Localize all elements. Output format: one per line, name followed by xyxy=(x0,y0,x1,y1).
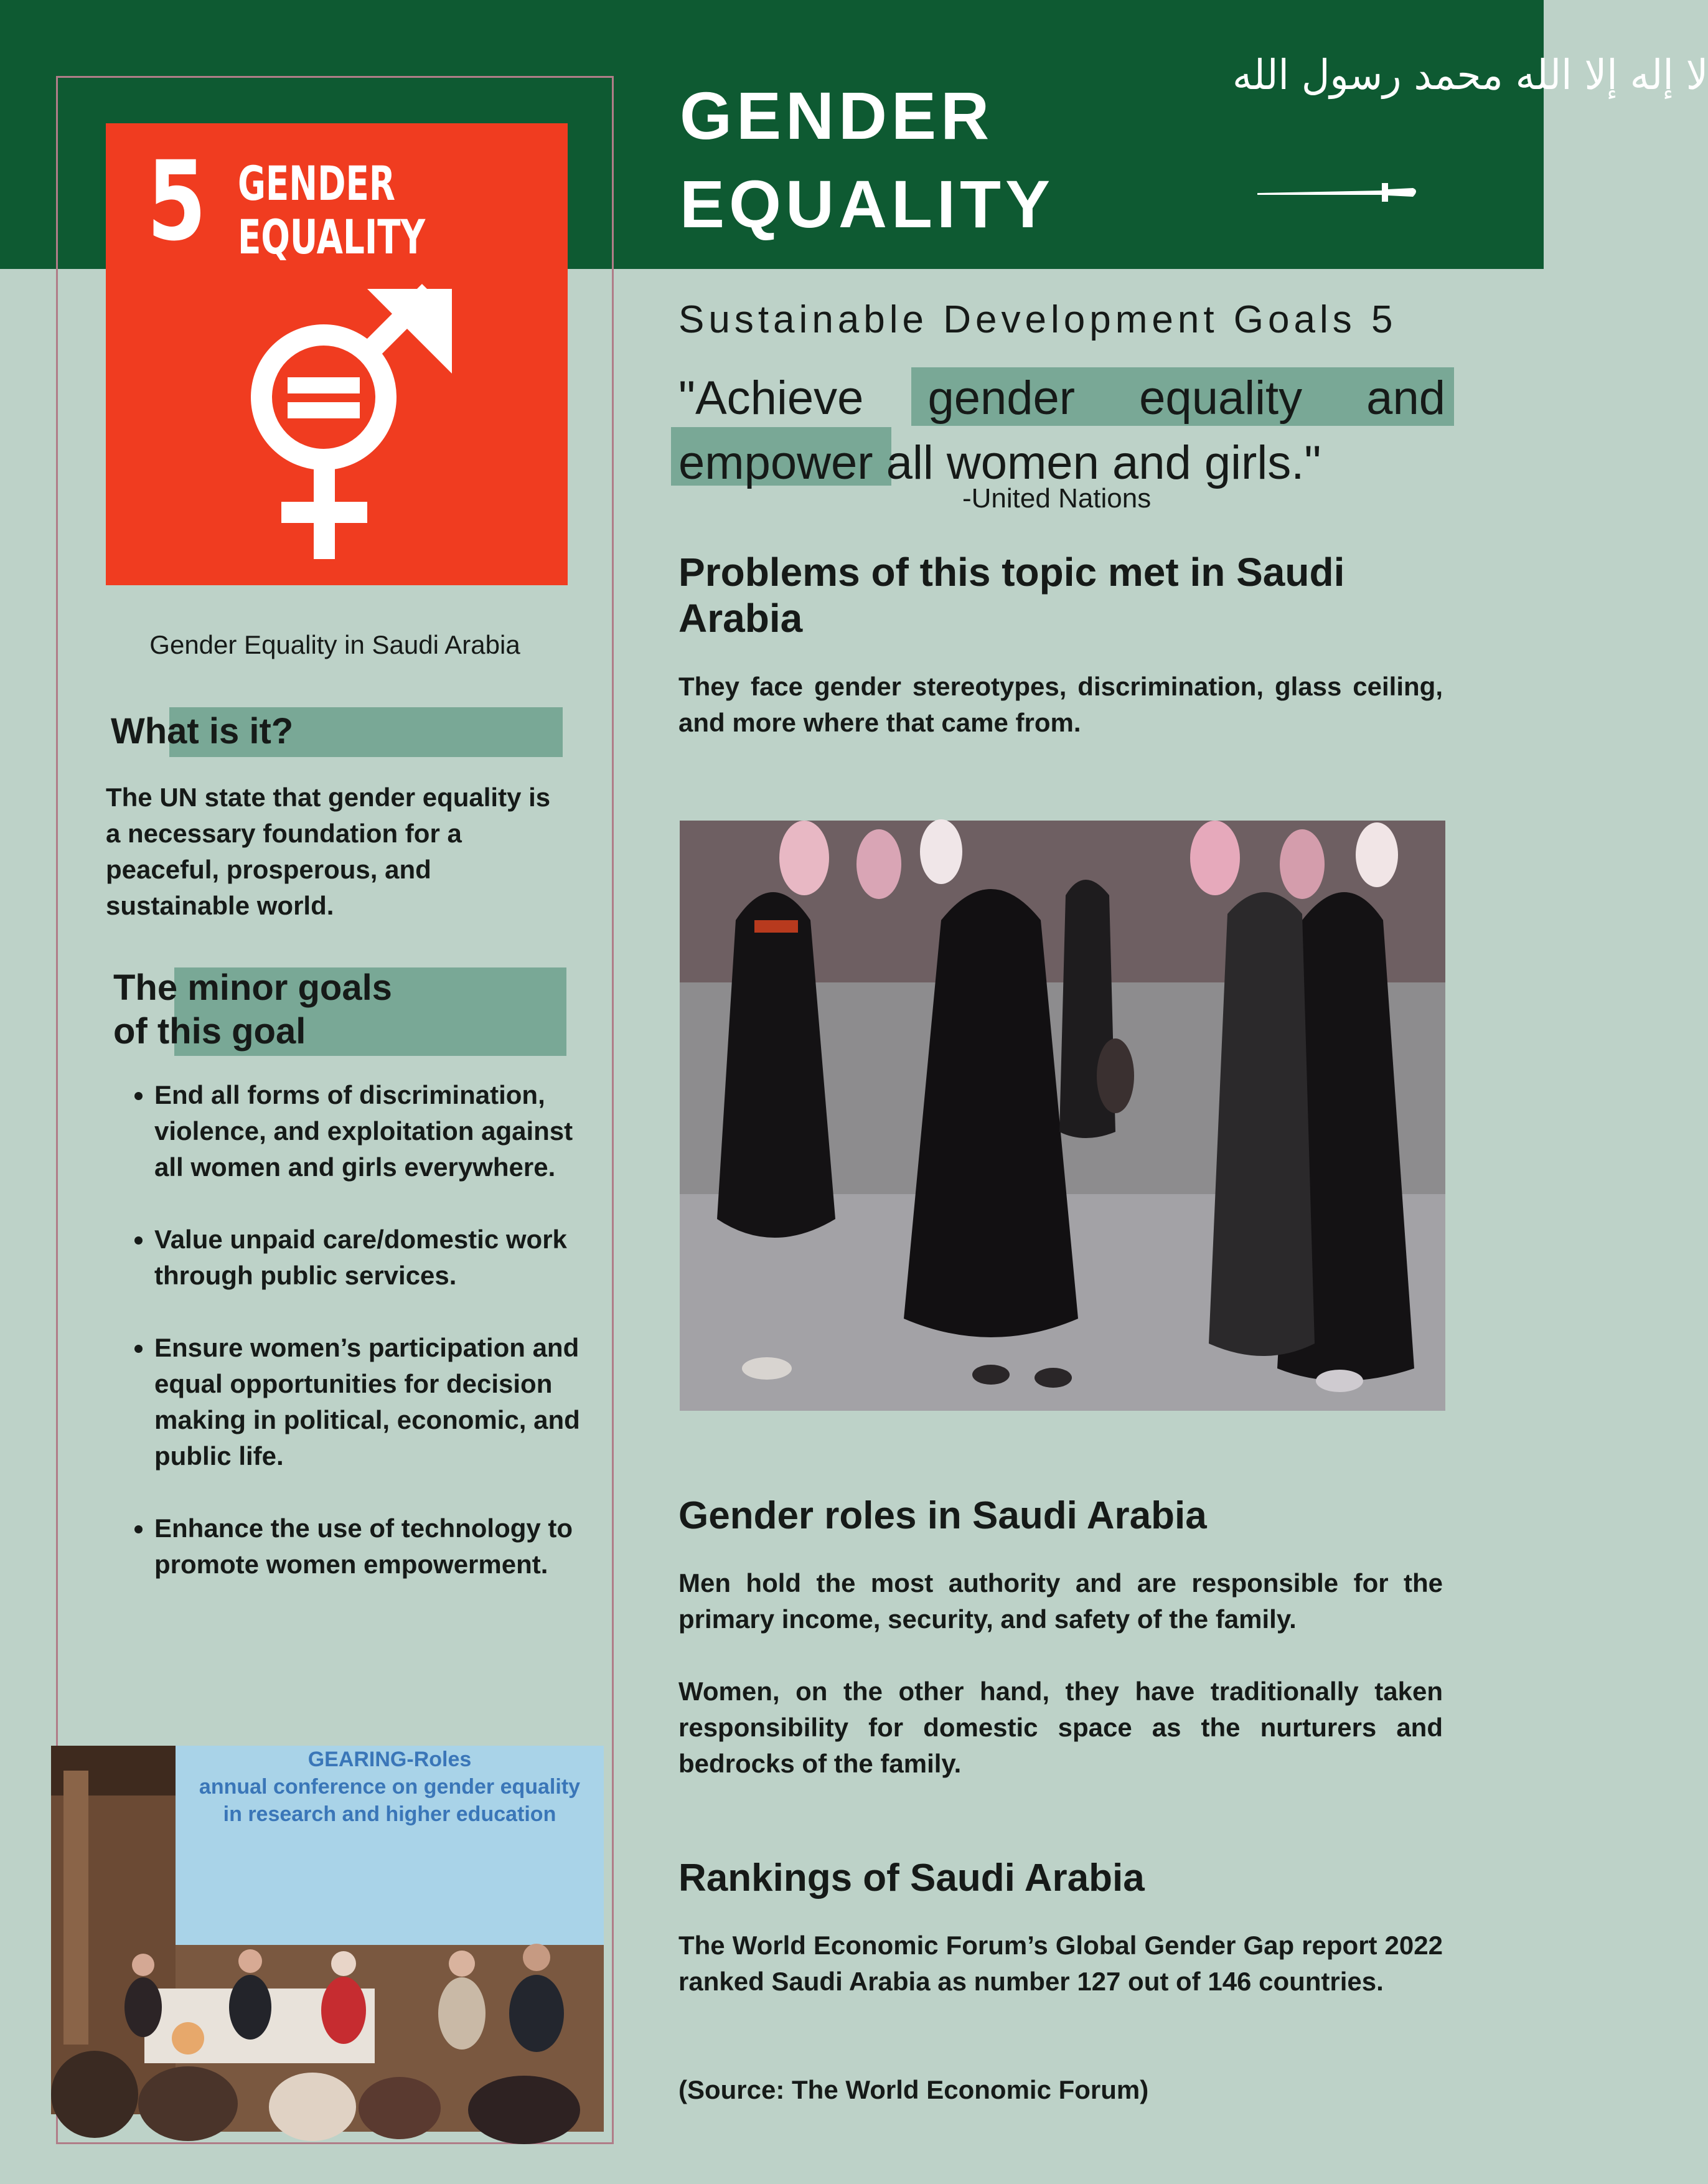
banner-line2: annual conference on gender equality xyxy=(199,1775,581,1799)
goal-item: • End all forms of discrimination, violence, and exploitation against all women and girls everywhere. xyxy=(154,1077,603,1185)
roles-body-1: Men hold the most authority and are responsible for the primary income, security, and safety of the family. xyxy=(678,1568,1443,1634)
roles-heading: Gender roles in Saudi Arabia xyxy=(678,1494,1207,1537)
quote-attribution: -United Nations xyxy=(962,483,1152,514)
sdg-5-tile xyxy=(106,123,568,585)
goals-heading-line1: The minor goals xyxy=(113,967,392,1008)
quote-close: all women and girls." xyxy=(873,436,1321,489)
sdg-tile-title xyxy=(238,157,425,264)
gender-equality-icon xyxy=(249,291,454,559)
quote-hl2: empower xyxy=(678,436,873,489)
banner-line3: in research and higher education xyxy=(223,1802,556,1826)
problems-body: They face gender stereotypes, discrimination, glass ceiling, and more where that came from. xyxy=(678,672,1443,737)
rankings-source: (Source: The World Economic Forum) xyxy=(678,2075,1149,2104)
un-quote xyxy=(678,366,1445,496)
conference-photo xyxy=(51,1746,604,2114)
left-caption: Gender Equality in Saudi Arabia xyxy=(149,630,520,659)
what-heading: What is it? xyxy=(111,711,294,751)
conference-banner xyxy=(176,1746,604,1828)
sdg-subtitle: Sustainable Development Goals 5 xyxy=(678,298,1397,341)
goals-heading xyxy=(113,966,392,1053)
problems-heading: Problems of this topic met in Saudi Arabia xyxy=(678,550,1345,641)
title-line1: GENDER xyxy=(680,78,994,153)
goals-heading-line2: of this goal xyxy=(113,1011,306,1052)
goal-item: • Enhance the use of technology to promote women empowerment. xyxy=(154,1510,603,1583)
goal-item: • Ensure women’s participation and equal opportunities for decision making in political, economic, and public life. xyxy=(154,1330,603,1474)
quote-open: "Achieve xyxy=(678,372,928,425)
roles-body-2: Women, on the other hand, they have traditionally taken responsibility for domestic space as the nurturers and bedrocks of the family. xyxy=(678,1677,1443,1778)
sdg-title-line2: EQUALITY xyxy=(238,209,426,265)
sword-icon xyxy=(1257,178,1419,205)
rankings-heading: Rankings of Saudi Arabia xyxy=(678,1857,1145,1899)
goals-list xyxy=(124,1077,603,1619)
sdg-title-line1: GENDER xyxy=(238,156,396,211)
title-line2: EQUALITY xyxy=(680,166,1055,242)
shahada-calligraphy: لا إله إلا الله محمد رسول الله xyxy=(1232,51,1708,99)
sdg-number: 5 xyxy=(147,138,205,265)
goal-item: • Value unpaid care/domestic work through public services. xyxy=(154,1221,603,1294)
rankings-body: The World Economic Forum’s Global Gender Gap report 2022 ranked Saudi Arabia as number 127 out of 146 countries. xyxy=(678,1931,1443,1996)
saudi-street-photo xyxy=(680,821,1445,1411)
what-body: The UN state that gender equality is a necessary foundation for a peaceful, prosperous, and sustainable world. xyxy=(106,783,551,920)
banner-line1: GEARING-Roles xyxy=(307,1748,472,1771)
quote-hl1: gender equality and xyxy=(927,372,1445,425)
